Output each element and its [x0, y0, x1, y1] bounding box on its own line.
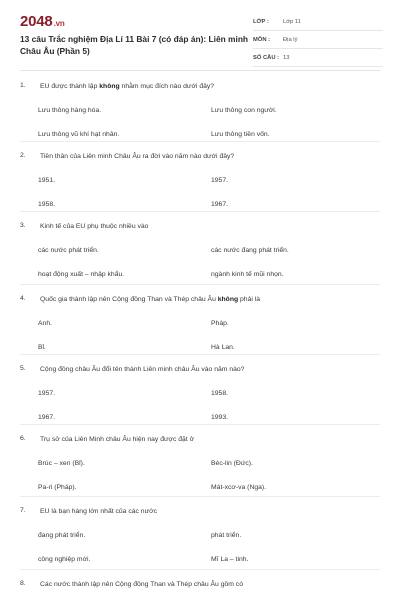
question-number: 8. [20, 580, 26, 587]
question-number: 7. [20, 507, 26, 514]
answer-option[interactable]: Lưu thông tiền vốn. [211, 131, 270, 138]
answer-option[interactable]: ngành kinh tế mũi nhọn. [211, 271, 284, 278]
answer-option[interactable]: 1993. [211, 414, 229, 421]
question-divider [20, 284, 380, 285]
question-text: Tiền thân của Liên minh Châu Âu ra đời vào năm nào dưới đây? [40, 153, 235, 160]
question-text: EU được thành lập không nhằm mục đích nào dưới đây? [40, 83, 215, 90]
answer-option[interactable]: Lưu thông vũ khí hạt nhân. [38, 131, 120, 138]
answer-option[interactable]: 1957. [211, 177, 229, 184]
question-number: 5. [20, 365, 26, 372]
logo-suffix: .vn [53, 19, 65, 28]
question-number: 4. [20, 295, 26, 302]
question-divider [20, 354, 380, 355]
answer-option[interactable]: 1967. [38, 414, 56, 421]
answer-option[interactable]: 1951. [38, 177, 56, 184]
question-divider [20, 211, 380, 212]
answer-option[interactable]: Bỉ. [38, 344, 46, 351]
document-title: 13 câu Trắc nghiệm Địa Lí 11 Bài 7 (có đáp án): Liên minh Châu Âu (Phần 5) [20, 34, 249, 56]
meta-key: MÔN : [253, 36, 271, 43]
question-divider [20, 496, 380, 497]
answer-option[interactable]: Lưu thông con người. [211, 107, 277, 114]
answer-option[interactable]: đang phát triển. [38, 532, 86, 539]
question-text: Trụ sở của Liên Minh châu Âu hiện nay được đặt ở [40, 436, 195, 443]
question-number: 6. [20, 435, 26, 442]
question-number: 2. [20, 152, 26, 159]
question-emphasis: không [99, 83, 120, 90]
answer-option[interactable]: Brúc – xen (Bỉ). [38, 460, 85, 467]
question-text: Cộng đồng châu Âu đổi tên thành Liên minh châu Âu vào năm nào? [40, 366, 245, 373]
answer-option[interactable]: các nước phát triển. [38, 247, 99, 254]
question-text: Quốc gia thành lập nên Cộng đồng Than và Thép châu Âu không phải là [40, 296, 261, 303]
meta-value: Lớp 11 [283, 18, 301, 25]
question-emphasis: không [217, 296, 239, 303]
meta-key: SỐ CÂU : [253, 54, 280, 61]
answer-option[interactable]: hoạt động xuất – nhập khẩu. [38, 271, 125, 278]
question-divider [20, 569, 380, 570]
answer-option[interactable]: Mĩ La – tinh. [211, 556, 249, 563]
meta-value: Địa lý [283, 36, 298, 43]
logo-main: 2048 [20, 13, 53, 30]
answer-option[interactable]: Anh. [38, 320, 52, 327]
answer-option[interactable]: 1958. [211, 390, 229, 397]
question-text: Kinh tế của EU phụ thuộc nhiều vào [40, 223, 149, 230]
answer-option[interactable]: Pháp. [211, 320, 229, 327]
question-text: Các nước thành lập nên Cộng đồng Than và Thép châu Âu gồm có [40, 581, 243, 588]
question-divider [20, 424, 380, 425]
answer-option[interactable]: 1957. [38, 390, 56, 397]
answer-option[interactable]: Mát-xcơ-va (Nga). [211, 484, 267, 491]
meta-value: 13 [283, 54, 290, 61]
meta-key: LỚP : [253, 18, 269, 25]
answer-option[interactable]: Béc-lin (Đức). [211, 460, 253, 467]
answer-option[interactable]: Pa-ri (Pháp). [38, 484, 77, 491]
answer-option[interactable]: phát triển. [211, 532, 242, 539]
question-divider [20, 141, 380, 142]
answer-option[interactable]: Hà Lan. [211, 344, 235, 351]
question-number: 1. [20, 82, 26, 89]
answer-option[interactable]: các nước đang phát triển. [211, 247, 289, 254]
answer-option[interactable]: Lưu thông hàng hóa. [38, 107, 102, 114]
answer-option[interactable]: công nghiệp mới. [38, 556, 91, 563]
question-number: 3. [20, 222, 26, 229]
answer-option[interactable]: 1967. [211, 201, 229, 208]
question-text: EU là bạn hàng lớn nhất của các nước [40, 508, 157, 515]
answer-option[interactable]: 1958. [38, 201, 56, 208]
